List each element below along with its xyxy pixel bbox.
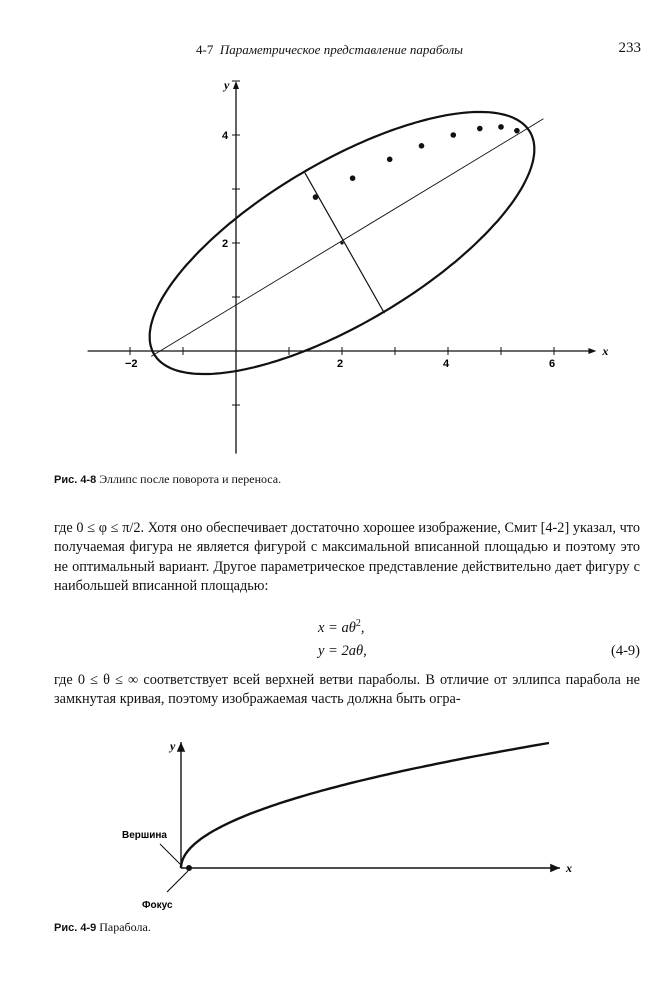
parabola-y-label: y	[170, 739, 176, 753]
equation-x-power: 2	[355, 618, 361, 629]
ellipse-marked-point	[498, 124, 504, 130]
y-axis-label: y	[224, 78, 230, 92]
x-tick-label: 6	[549, 358, 556, 370]
figure-4-9-caption	[54, 920, 151, 935]
running-header-title	[196, 42, 463, 58]
ellipse-marked-point	[387, 157, 393, 163]
ellipse-marked-point	[477, 126, 483, 132]
equation-y: y = 2aθ,	[318, 643, 367, 659]
x-axis-arrow	[588, 348, 596, 354]
y-axis-arrow	[233, 81, 239, 89]
paragraph-2: где 0 ≤ θ ≤ ∞ соответствует всей верхней ветви параболы. В отличие от эллипса парабола не замкнутая кривая, поэтому изображаемая часть должна быть огра-	[54, 672, 640, 708]
vertex-label: Вершина	[122, 830, 167, 841]
x-tick-label: −2	[125, 358, 138, 370]
parabola-curve	[181, 743, 549, 868]
equation-x-end: ,	[360, 620, 365, 636]
paragraph-1: где 0 ≤ φ ≤ π/2. Хотя оно обеспечивает достаточно хорошее изображение, Смит [4-2] указал, что получаемая фигура не является фигурой с максимальной вписанной площадью и поэтому это не оптимальный вариант. Другое параметрическое представление действительно дает фигуру с наибольшей вписанной площадью:	[54, 520, 640, 595]
parabola-focus-point	[186, 865, 192, 871]
ellipse-marked-point	[514, 128, 520, 134]
x-axis-label: x	[602, 344, 609, 358]
figure-4-9-caption-text: Парабола.	[99, 920, 151, 934]
ellipse-marked-point	[313, 194, 319, 200]
equation-x-body: x = aθ	[318, 620, 356, 636]
section-number: 4-7	[196, 42, 214, 57]
figure-4-8-caption-label: Рис. 4-8	[54, 474, 97, 486]
figure-4-9-caption-label: Рис. 4-9	[54, 922, 97, 934]
focus-label: Фокус	[142, 900, 173, 911]
x-tick-label: 2	[337, 358, 344, 370]
ellipse-ticks	[125, 81, 555, 405]
figure-ellipse-chart	[0, 70, 666, 470]
vertex-pointer	[160, 844, 182, 866]
x-tick-label: 4	[443, 358, 450, 370]
ellipse-marked-point	[350, 175, 356, 181]
section-title: Параметрическое представление параболы	[219, 42, 463, 57]
figure-4-8-caption-text: Эллипс после поворота и переноса.	[99, 472, 282, 486]
ellipse-marked-point	[451, 132, 457, 138]
ellipse-marked-point	[419, 143, 425, 149]
y-tick-label: 2	[222, 238, 229, 250]
ellipse-plot	[150, 112, 544, 374]
page-number: 233	[618, 40, 641, 56]
ellipse-center	[340, 241, 343, 244]
equation-number: (4-9)	[611, 643, 640, 659]
figure-parabola	[0, 730, 666, 920]
running-header	[56, 40, 641, 62]
y-tick-label: 4	[222, 130, 229, 142]
figure-4-8-caption	[54, 472, 281, 487]
equation-x	[318, 618, 364, 637]
ellipse-major-axis	[151, 119, 543, 357]
focus-pointer	[167, 871, 188, 892]
ellipse-minor-axis	[305, 173, 385, 313]
parabola-x-label: x	[566, 861, 572, 875]
